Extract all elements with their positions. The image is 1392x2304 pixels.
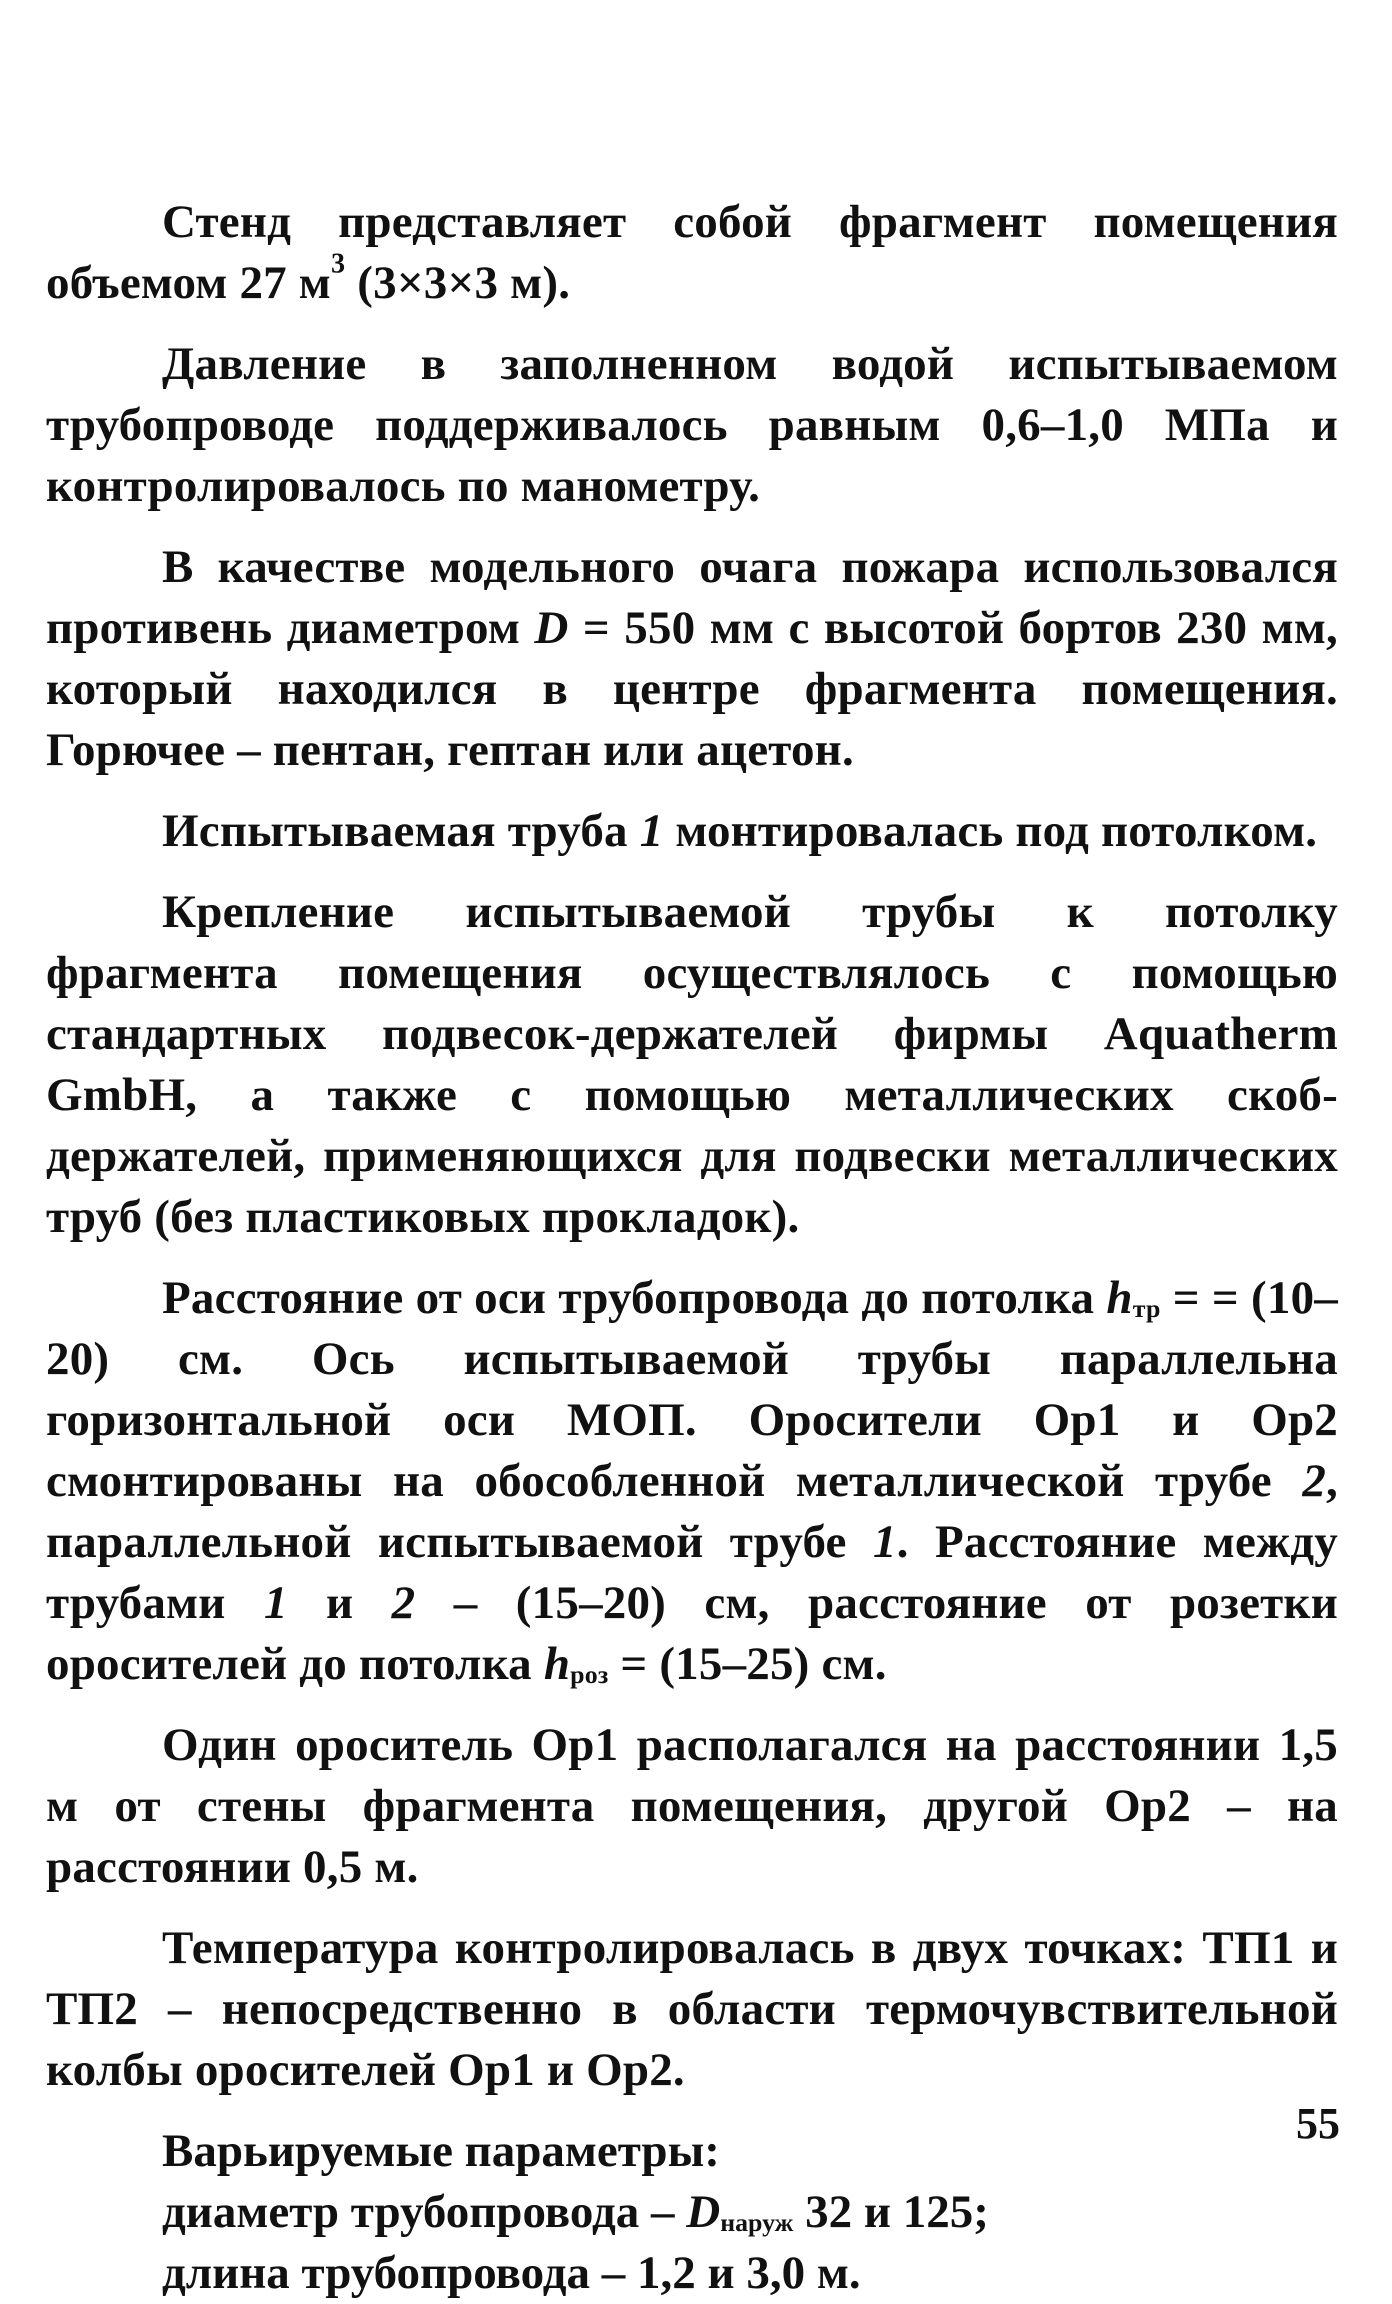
variable-h: h	[543, 1638, 571, 1690]
text-run: . Расстояние между трубами	[46, 1516, 1338, 1629]
pipe-number: 1	[263, 1577, 288, 1629]
page-number: 55	[1296, 2099, 1340, 2148]
text-run: = 550 мм с высотой бортов 230 мм, который находился в центре фрагмента помещения. Горючее – пентан, гептан или ацетон.	[46, 602, 1338, 776]
paragraph-mounting: Крепление испытываемой трубы к потолку фрагмента помещения осуществлялось с помощью стандартных подвесок-держателей фирмы Aquatherm GmbH, а также с помощью металлических скоб-держателей, применяющихся для подвески металлических труб (без пластиковых прокладок).	[46, 886, 1338, 1243]
text-run: Испытываемая труба	[162, 805, 640, 857]
text-run: В качестве модельного очага пожара использовался противень диаметром	[46, 541, 1338, 654]
text-run: монтировалась под потолком.	[663, 805, 1318, 857]
variable-d: D	[534, 602, 569, 654]
text-run: и	[287, 1577, 392, 1629]
text-run: диаметр трубопровода –	[162, 2186, 687, 2238]
params-heading: Варьируемые параметры:	[162, 2125, 720, 2177]
paragraph-fire-source	[46, 537, 1338, 781]
page-body	[46, 192, 1338, 2304]
variable-d: D	[686, 2186, 721, 2238]
text-run: Расстояние от оси трубопровода до потолка	[162, 1272, 1107, 1324]
variable-h: h	[1106, 1272, 1133, 1324]
subscript: тр	[1132, 1293, 1161, 1323]
paragraph-stand-description	[46, 192, 1338, 314]
pipe-number: 1	[639, 805, 664, 857]
text-run: 32 и 125;	[793, 2186, 989, 2238]
text-run: – (15–20) см, расстояние от розетки оросителей до потолка	[46, 1577, 1338, 1690]
paragraph-test-pipe	[46, 801, 1338, 862]
superscript: 3	[331, 248, 346, 280]
pipe-number: 2	[391, 1577, 416, 1629]
paragraph-sprinklers: Один ороситель Ор1 располагался на расстоянии 1,5 м от стены фрагмента помещения, другой Ор2 – на расстоянии 0,5 м.	[46, 1719, 1338, 1893]
text-run: = (15–25) см.	[608, 1638, 887, 1690]
text-run: (3×3×3 м).	[345, 257, 571, 309]
paragraph-distances	[46, 1268, 1338, 1695]
pipe-number: 1	[872, 1516, 897, 1568]
subscript: роз	[570, 1659, 609, 1689]
paragraph-pressure: Давление в заполненном водой испытываемом трубопроводе поддерживалось равным 0,6–1,0 МПа и контролировалось по манометру.	[46, 338, 1338, 512]
subscript: наруж	[720, 2207, 794, 2237]
text-run: Стенд представляет собой фрагмент помещения объемом 27 м	[46, 196, 1338, 309]
param-length: длина трубопровода – 1,2 и 3,0 м.	[162, 2247, 861, 2299]
text-run: , параллельной испытываемой трубе	[46, 1455, 1338, 1568]
text-run: = = (10–20) см. Ось испытываемой трубы параллельна горизонтальной оси МОП. Оросители Ор1 и Ор2 смонтированы на обособленной металлической трубе	[46, 1272, 1339, 1507]
paragraph-temperature: Температура контролировалась в двух точках: ТП1 и ТП2 – непосредственно в области термочувствительной колбы оросителей Ор1 и Ор2.	[46, 1922, 1338, 2096]
param-diameter	[46, 2182, 1338, 2243]
pipe-number: 2	[1302, 1455, 1327, 1507]
